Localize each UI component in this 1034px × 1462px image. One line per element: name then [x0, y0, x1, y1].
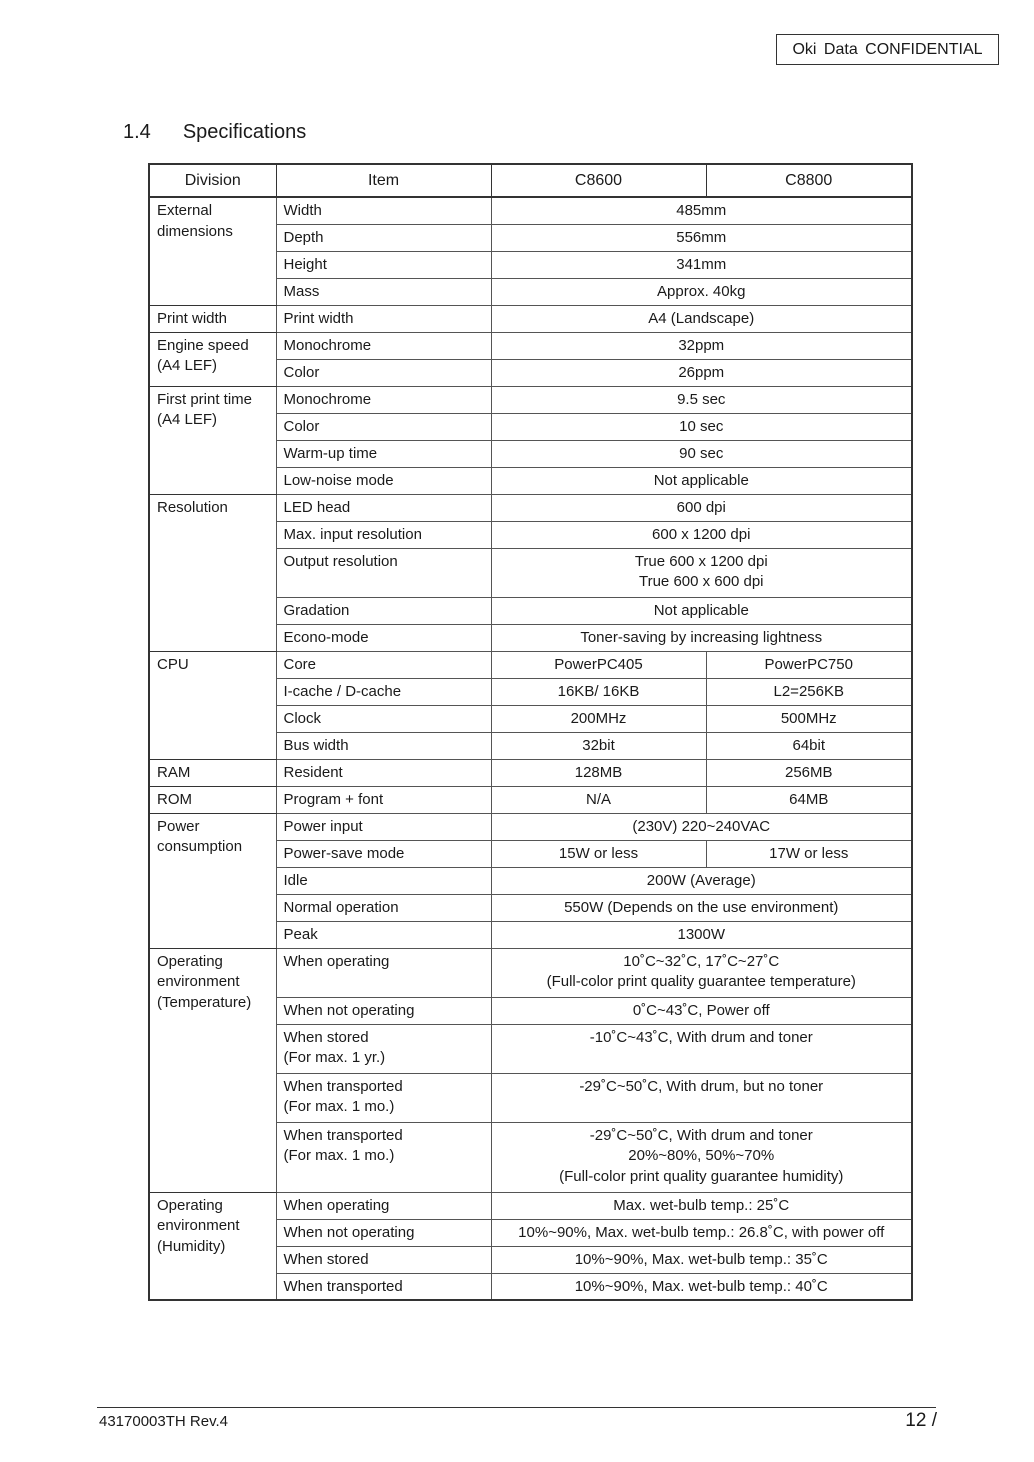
item-cell: Max. input resolution	[276, 521, 491, 548]
table-row	[149, 786, 912, 813]
c8600-value-cell: 200MHz	[491, 705, 706, 732]
item-cell: Econo-mode	[276, 624, 491, 651]
item-cell: LED head	[276, 494, 491, 521]
page-number: 12 /	[905, 1410, 937, 1431]
item-cell: Peak	[276, 921, 491, 948]
shared-value-cell: (230V) 220~240VAC	[491, 813, 912, 840]
c8800-value-cell: 64MB	[706, 786, 912, 813]
item-cell: When not operating	[276, 1219, 491, 1246]
shared-value-cell: 10%~90%, Max. wet-bulb temp.: 40˚C	[491, 1273, 912, 1300]
division-cell: Power consumption	[149, 813, 276, 948]
division-cell: Resolution	[149, 494, 276, 651]
shared-value-cell: A4 (Landscape)	[491, 305, 912, 332]
table-row	[149, 759, 912, 786]
table-row	[149, 494, 912, 521]
shared-value-cell: Toner-saving by increasing lightness	[491, 624, 912, 651]
header-c8600: C8600	[491, 164, 706, 197]
item-cell: When transported (For max. 1 mo.)	[276, 1073, 491, 1122]
shared-value-cell: -29˚C~50˚C, With drum, but no toner	[491, 1073, 912, 1122]
division-cell: CPU	[149, 651, 276, 759]
section-number: 1.4	[123, 121, 151, 143]
division-cell: Operating environment (Humidity)	[149, 1192, 276, 1300]
shared-value-cell: 10%~90%, Max. wet-bulb temp.: 26.8˚C, with power off	[491, 1219, 912, 1246]
item-cell: Color	[276, 359, 491, 386]
header-item: Item	[276, 164, 491, 197]
table-row	[149, 651, 912, 678]
item-cell: Program + font	[276, 786, 491, 813]
table-row	[149, 197, 912, 224]
item-cell: Power-save mode	[276, 840, 491, 867]
shared-value-cell: 341mm	[491, 251, 912, 278]
shared-value-cell: 10%~90%, Max. wet-bulb temp.: 35˚C	[491, 1246, 912, 1273]
item-cell: Normal operation	[276, 894, 491, 921]
item-cell: Print width	[276, 305, 491, 332]
shared-value-cell: 10 sec	[491, 413, 912, 440]
shared-value-cell: 1300W	[491, 921, 912, 948]
shared-value-cell: 200W (Average)	[491, 867, 912, 894]
item-cell: Resident	[276, 759, 491, 786]
item-cell: When operating	[276, 948, 491, 997]
c8800-value-cell: 64bit	[706, 732, 912, 759]
item-cell: Output resolution	[276, 548, 491, 597]
table-row	[149, 386, 912, 413]
division-cell: ROM	[149, 786, 276, 813]
item-cell: Monochrome	[276, 386, 491, 413]
shared-value-cell: 10˚C~32˚C, 17˚C~27˚C (Full-color print quality guarantee temperature)	[491, 948, 912, 997]
item-cell: Core	[276, 651, 491, 678]
item-cell: Monochrome	[276, 332, 491, 359]
item-cell: Gradation	[276, 597, 491, 624]
shared-value-cell: -29˚C~50˚C, With drum and toner 20%~80%, 50%~70% (Full-color print quality guarantee humidity)	[491, 1122, 912, 1192]
shared-value-cell: Max. wet-bulb temp.: 25˚C	[491, 1192, 912, 1219]
document-number: 43170003TH Rev.4	[99, 1413, 228, 1430]
c8600-value-cell: PowerPC405	[491, 651, 706, 678]
item-cell: Depth	[276, 224, 491, 251]
table-header-row	[149, 164, 912, 197]
shared-value-cell: Approx. 40kg	[491, 278, 912, 305]
item-cell: When not operating	[276, 997, 491, 1024]
shared-value-cell: 485mm	[491, 197, 912, 224]
shared-value-cell: 0˚C~43˚C, Power off	[491, 997, 912, 1024]
shared-value-cell: 9.5 sec	[491, 386, 912, 413]
division-cell: Print width	[149, 305, 276, 332]
item-cell: When transported (For max. 1 mo.)	[276, 1122, 491, 1192]
item-cell: When transported	[276, 1273, 491, 1300]
item-cell: Height	[276, 251, 491, 278]
c8600-value-cell: 16KB/ 16KB	[491, 678, 706, 705]
division-cell: Operating environment (Temperature)	[149, 948, 276, 1192]
table-body	[149, 197, 912, 1300]
shared-value-cell: 556mm	[491, 224, 912, 251]
item-cell: Color	[276, 413, 491, 440]
shared-value-cell: 600 dpi	[491, 494, 912, 521]
item-cell: Bus width	[276, 732, 491, 759]
table-row	[149, 813, 912, 840]
footer-divider	[97, 1407, 936, 1408]
shared-value-cell: Not applicable	[491, 467, 912, 494]
confidential-label: Oki Data CONFIDENTIAL	[776, 34, 999, 65]
division-cell: External dimensions	[149, 197, 276, 305]
shared-value-cell: True 600 x 1200 dpi True 600 x 600 dpi	[491, 548, 912, 597]
header-c8800: C8800	[706, 164, 912, 197]
shared-value-cell: Not applicable	[491, 597, 912, 624]
division-cell: Engine speed (A4 LEF)	[149, 332, 276, 386]
item-cell: Mass	[276, 278, 491, 305]
item-cell: Power input	[276, 813, 491, 840]
item-cell: When operating	[276, 1192, 491, 1219]
table-row	[149, 1192, 912, 1219]
c8600-value-cell: 32bit	[491, 732, 706, 759]
division-cell: RAM	[149, 759, 276, 786]
c8800-value-cell: 256MB	[706, 759, 912, 786]
c8600-value-cell: 15W or less	[491, 840, 706, 867]
header-division: Division	[149, 164, 276, 197]
section-heading	[123, 121, 306, 144]
shared-value-cell: 90 sec	[491, 440, 912, 467]
specifications-table	[148, 163, 913, 1301]
item-cell: I-cache / D-cache	[276, 678, 491, 705]
c8800-value-cell: L2=256KB	[706, 678, 912, 705]
item-cell: When stored	[276, 1246, 491, 1273]
table-row	[149, 332, 912, 359]
c8800-value-cell: 500MHz	[706, 705, 912, 732]
c8800-value-cell: PowerPC750	[706, 651, 912, 678]
section-title: Specifications	[182, 121, 307, 143]
division-cell: First print time (A4 LEF)	[149, 386, 276, 494]
item-cell: Idle	[276, 867, 491, 894]
item-cell: Warm-up time	[276, 440, 491, 467]
shared-value-cell: 32ppm	[491, 332, 912, 359]
shared-value-cell: -10˚C~43˚C, With drum and toner	[491, 1024, 912, 1073]
shared-value-cell: 550W (Depends on the use environment)	[491, 894, 912, 921]
c8600-value-cell: 128MB	[491, 759, 706, 786]
c8600-value-cell: N/A	[491, 786, 706, 813]
table-row	[149, 948, 912, 997]
table-row	[149, 305, 912, 332]
c8800-value-cell: 17W or less	[706, 840, 912, 867]
item-cell: Low-noise mode	[276, 467, 491, 494]
shared-value-cell: 600 x 1200 dpi	[491, 521, 912, 548]
shared-value-cell: 26ppm	[491, 359, 912, 386]
item-cell: When stored (For max. 1 yr.)	[276, 1024, 491, 1073]
item-cell: Clock	[276, 705, 491, 732]
item-cell: Width	[276, 197, 491, 224]
